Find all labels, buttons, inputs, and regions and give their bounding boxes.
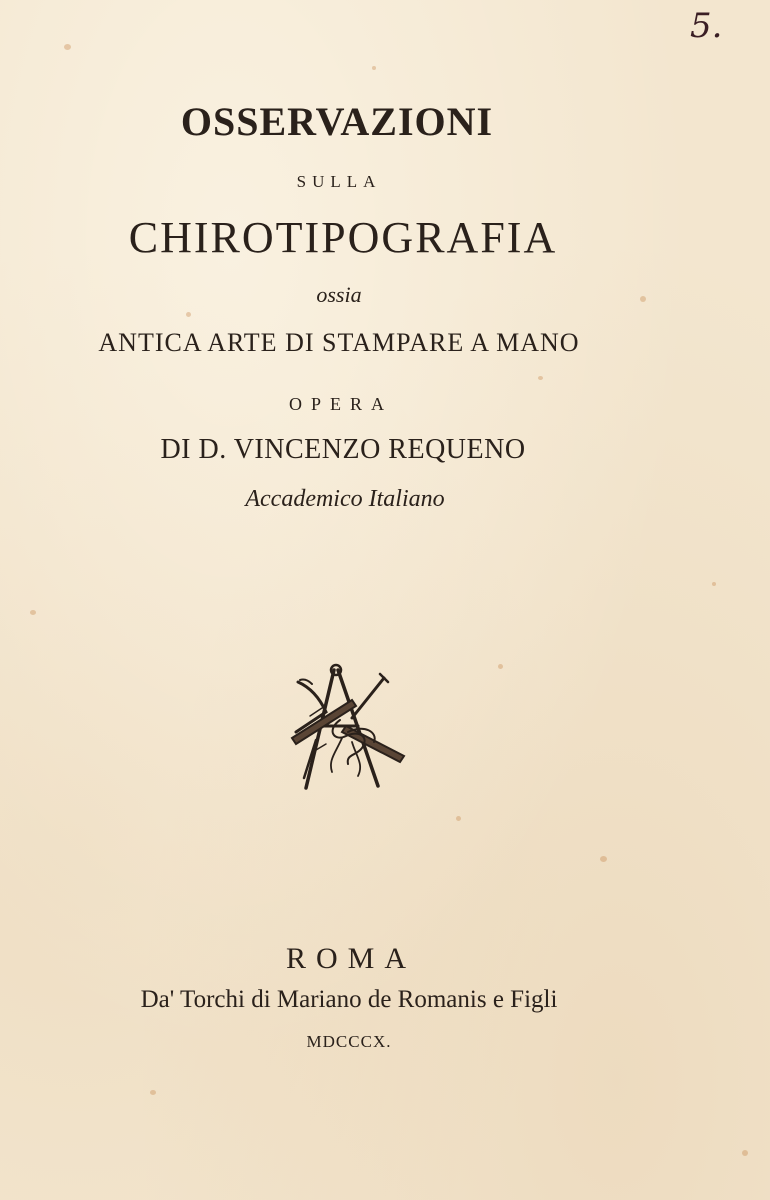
ossia-word: ossia: [316, 282, 362, 307]
foxing-spot: [538, 376, 543, 380]
foxing-spot: [712, 582, 716, 586]
opera-label: OPERA: [288, 394, 393, 414]
title: OSSERVAZIONI: [180, 99, 494, 144]
foxing-spot: [600, 856, 607, 862]
city: ROMA: [285, 942, 416, 975]
connector-word: SULLA: [296, 172, 382, 191]
year: MDCCCX.: [306, 1032, 392, 1051]
foxing-spot: [372, 66, 376, 70]
foxing-spot: [456, 816, 461, 821]
subject-title: CHIROTIPOGRAFIA: [128, 213, 558, 262]
foxing-spot: [30, 610, 36, 615]
foxing-spot: [742, 1150, 748, 1156]
author-title: Accademico Italiano: [245, 486, 445, 512]
foxing-spot: [186, 312, 191, 317]
printer: Da' Torchi di Mariano de Romanis e Figli: [140, 986, 558, 1013]
author: DI D. VINCENZO REQUENO: [160, 434, 526, 465]
subtitle: ANTICA ARTE DI STAMPARE A MANO: [98, 328, 580, 357]
foxing-spot: [498, 664, 503, 669]
foxing-spot: [64, 44, 71, 50]
foxing-spot: [150, 1090, 156, 1095]
compass-square-pen-tools-ornament-icon: [286, 660, 412, 792]
handwritten-mark: 5.: [690, 6, 723, 46]
